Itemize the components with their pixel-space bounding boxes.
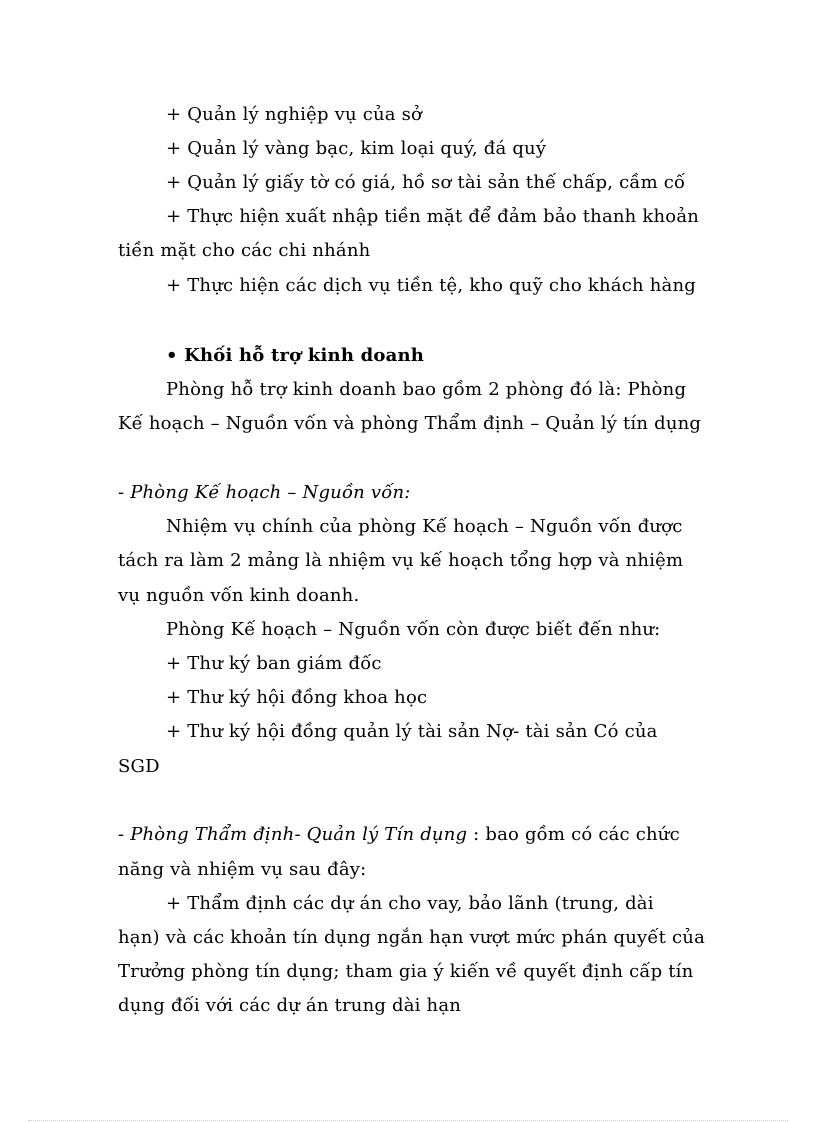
list-item: + Quản lý vàng bạc, kim loại quý, đá quý (166, 138, 547, 159)
list-item: + Thư ký ban giám đốc (166, 653, 382, 674)
paragraph-line: tiền mặt cho các chi nhánh (118, 240, 371, 261)
paragraph-line: vụ nguồn vốn kinh doanh. (118, 585, 360, 606)
paragraph-line: Kế hoạch – Nguồn vốn và phòng Thẩm định – Quản lý tín dụng (118, 413, 702, 434)
subsection-heading: - Phòng Kế hoạch – Nguồn vốn: (118, 482, 411, 503)
paragraph-line: Phòng hỗ trợ kinh doanh bao gồm 2 phòng đó là: Phòng (166, 379, 687, 400)
section-heading: • Khối hỗ trợ kinh doanh (166, 345, 425, 366)
paragraph-line: dụng đối với các dự án trung dài hạn (118, 995, 462, 1016)
paragraph-line: tách ra làm 2 mảng là nhiệm vụ kế hoạch tổng hợp và nhiệm (118, 550, 684, 571)
list-item: + Thực hiện xuất nhập tiền mặt để đảm bảo thanh khoản (166, 206, 700, 227)
list-item: + Quản lý nghiệp vụ của sở (166, 104, 423, 125)
paragraph-line: hạn) và các khoản tín dụng ngắn hạn vượt mức phán quyết của (118, 927, 706, 948)
paragraph-line: Trưởng phòng tín dụng; tham gia ý kiến về quyết định cấp tín (118, 961, 694, 982)
page-bottom-divider (28, 1120, 788, 1121)
paragraph-line: SGD (118, 756, 160, 777)
list-item: + Quản lý giấy tờ có giá, hồ sơ tài sản thế chấp, cầm cố (166, 172, 686, 193)
list-item: + Thư ký hội đồng quản lý tài sản Nợ- tài sản Có của (166, 721, 658, 742)
subsection-heading: - Phòng Thẩm định- Quản lý Tín dụng (118, 824, 468, 845)
subsection-line (118, 823, 680, 847)
list-item: + Thực hiện các dịch vụ tiền tệ, kho quỹ cho khách hàng (166, 275, 696, 296)
list-item: + Thẩm định các dự án cho vay, bảo lãnh (trung, dài (166, 893, 654, 914)
paragraph-line: năng và nhiệm vụ sau đây: (118, 859, 367, 880)
subsection-text: : bao gồm có các chức (467, 824, 680, 845)
paragraph-line: Phòng Kế hoạch – Nguồn vốn còn được biết đến như: (166, 619, 661, 640)
list-item: + Thư ký hội đồng khoa học (166, 687, 428, 708)
paragraph-line: Nhiệm vụ chính của phòng Kế hoạch – Nguồn vốn được (166, 516, 683, 537)
